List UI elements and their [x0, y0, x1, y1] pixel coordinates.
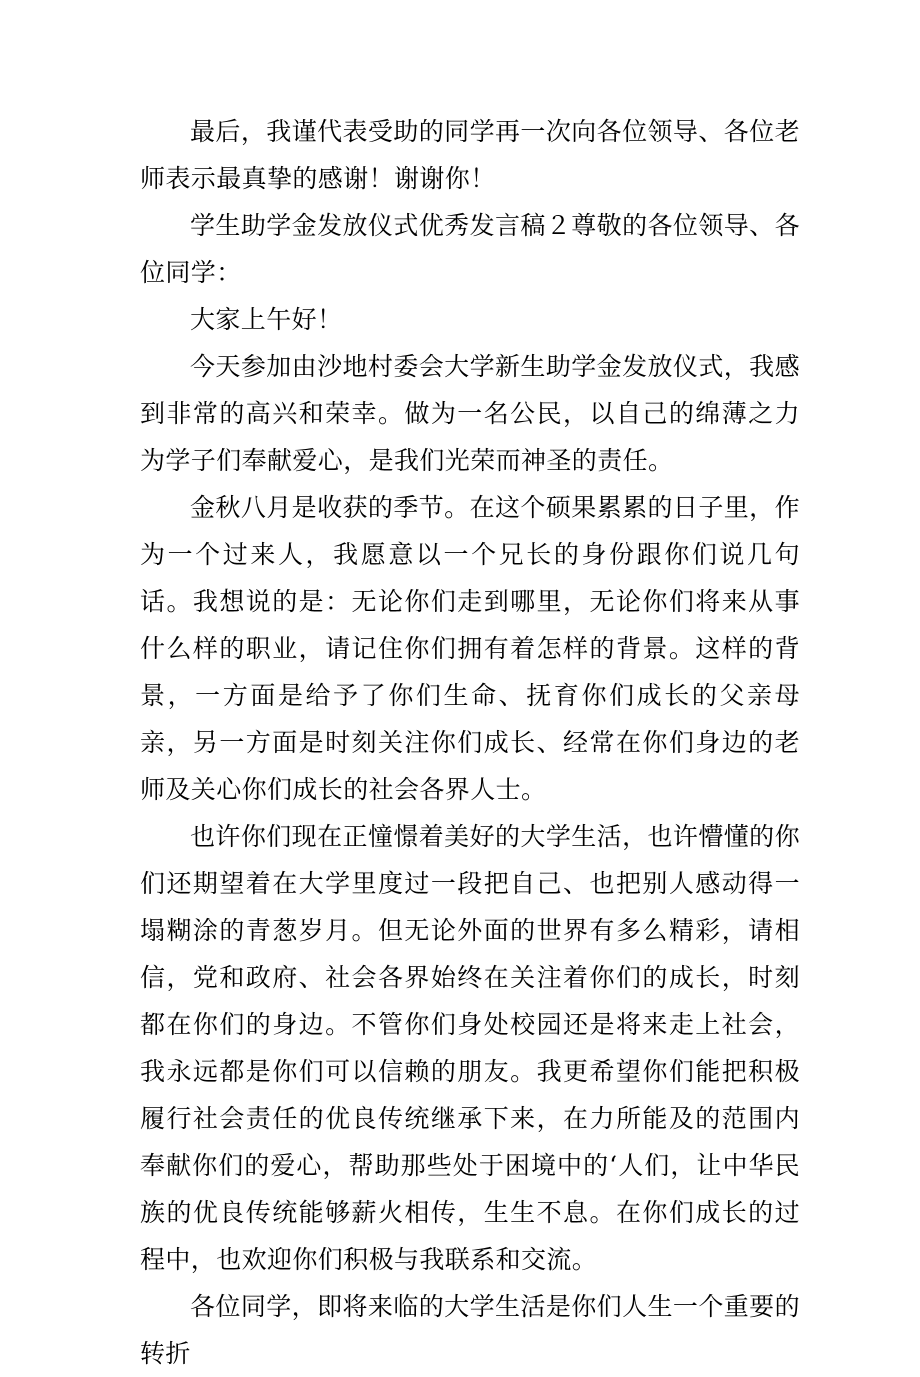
- paragraph-speech-title: 学生助学金发放仪式优秀发言稿２尊敬的各位领导、各位同学：: [140, 211, 800, 287]
- paragraph-turning-point: 各位同学，即将来临的大学生活是你们人生一个重要的转折: [140, 1292, 800, 1368]
- document-body: [140, 108, 800, 1377]
- paragraph-autumn: 金秋八月是收获的季节。在这个硕果累累的日子里，作为一个过来人，我愿意以一个兄长的身份跟你们说几句话。我想说的是：无论你们走到哪里，无论你们将来从事什么样的职业，请记住你们拥有着怎样的背景。这样的背景，一方面是给予了你们生命、抚育你们成长的父亲母亲，另一方面是时刻关注你们成长、经常在你们身边的老师及关心你们成长的社会各界人士。: [140, 493, 800, 804]
- paragraph-greeting: 大家上午好！: [190, 305, 343, 334]
- paragraph-intro: 今天参加由沙地村委会大学新生助学金发放仪式，我感到非常的高兴和荣幸。做为一名公民，以自己的绵薄之力为学子们奉献爱心，是我们光荣而神圣的责任。: [140, 352, 800, 475]
- paragraph-closing-thanks: 最后，我谨代表受助的同学再一次向各位领导、各位老师表示最真挚的感谢！谢谢你！: [140, 117, 800, 193]
- paragraph-university-life: 也许你们现在正憧憬着美好的大学生活，也许懵懂的你们还期望着在大学里度过一段把自己、也把别人感动得一塌糊涂的青葱岁月。但无论外面的世界有多么精彩，请相信，党和政府、社会各界始终在关注着你们的成长，时刻都在你们的身边。不管你们身处校园还是将来走上社会，我永远都是你们可以信赖的朋友。我更希望你们能把积极履行社会责任的优良传统继承下来，在力所能及的范围内奉献你们的爱心，帮助那些处于困境中的‘人们，让中华民族的优良传统能够薪火相传，生生不息。在你们成长的过程中，也欢迎你们积极与我联系和交流。: [140, 822, 800, 1274]
